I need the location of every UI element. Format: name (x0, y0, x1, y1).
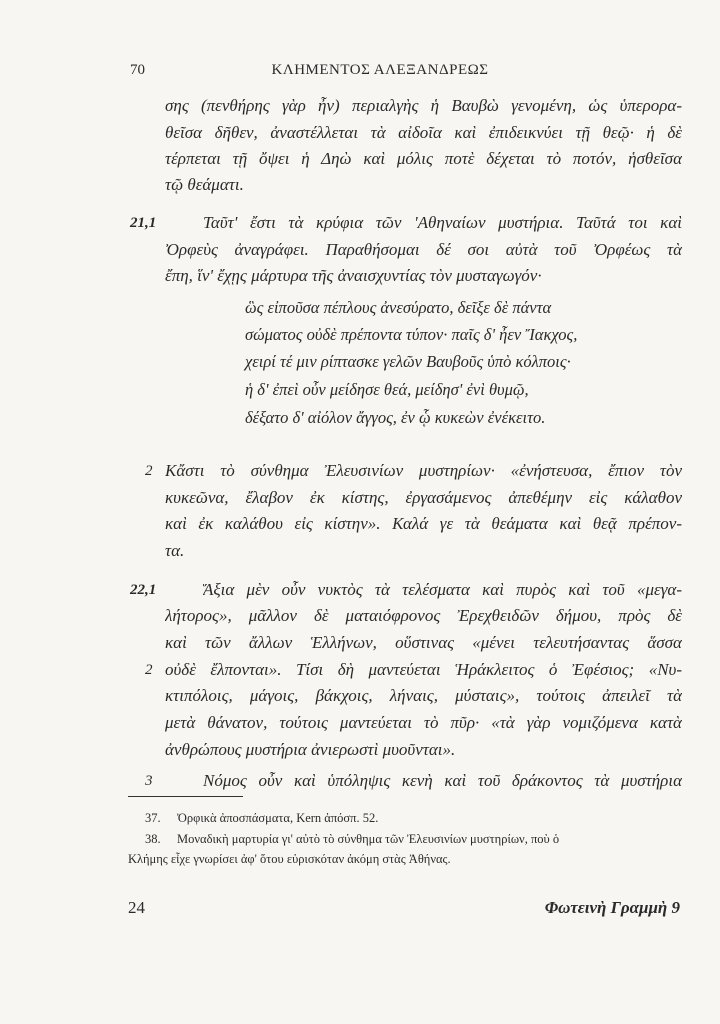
text-line: τῷ θεάματι. (165, 175, 244, 194)
text-line: καὶ ἐκ καλάθου εἰς κίστην». Καλά γε τὰ θεάματα καὶ θεᾷ πρέπον- (165, 514, 682, 533)
text-line: τα. (165, 541, 185, 560)
footnote-text: Κλήμης εἶχε γνωρίσει ἀφ' ὅτου εὑρισκόταν ἀκόμη στὰς Ἀθήνας. (128, 852, 451, 866)
footer-page-number: 24 (128, 898, 145, 917)
text-line: σης (πενθήρης γὰρ ἦν) περιαλγὴς ἡ Βαυβὼ γενομένη, ὡς ὑπερορα- (165, 96, 682, 115)
text-line: καὶ τῶν ἄλλων Ἑλλήνων, οὕστινας «μένει τελευτήσαντας ἅσσα (165, 633, 682, 652)
verse-line: ἡ δ' ἐπεὶ οὖν μείδησε θεά, μείδησ' ἐνὶ θυμῷ, (245, 380, 529, 399)
section-marker: 3 (145, 773, 153, 789)
text-line: ἀνθρώπους μυστήρια ἀνιερωστὶ μυοῦνται». (165, 740, 456, 759)
text-line: Νόμος οὖν καὶ ὑπόληψις κενὴ καὶ τοῦ δράκοντος τὰ μυστήρια (203, 771, 682, 790)
section-marker: 21,1 (130, 215, 157, 231)
footnote-number: 38. (145, 832, 161, 846)
footnote-text: Ὀρφικὰ ἀποσπάσματα, Kern ἀπόσπ. 52. (177, 811, 379, 825)
section-marker: 2 (145, 463, 153, 479)
section-marker: 22,1 (130, 582, 157, 598)
text-line: θεῖσα δῆθεν, ἀναστέλλεται τὰ αἰδοῖα καὶ ἐπιδεικνύει τῇ θεῷ· ἡ δὲ (165, 123, 682, 142)
text-line: κυκεῶνα, ἔλαβον ἐκ κίστης, ἐργασάμενος ἀπεθέμην εἰς κάλαθον (165, 488, 682, 507)
footnote-divider (128, 796, 243, 797)
text-line: μετὰ θάνατον, τούτοις μαντεύεται τὸ πῦρ· «τὰ γὰρ νομιζόμενα κατὰ (165, 713, 682, 732)
text-line: τέρπεται τῇ ὄψει ἡ Δηὼ καὶ μόλις ποτὲ δέχεται τὸ ποτόν, ἡσθεῖσα (165, 149, 682, 168)
verse-line: δέξατο δ' αἰόλον ἄγγος, ἐν ᾧ κυκεὼν ἐνέκειτο. (245, 408, 546, 427)
verse-line: σώματος οὐδὲ πρέποντα τύπον· παῖς δ' ἦεν Ἴακχος, (245, 325, 578, 344)
text-line: Ταῦτ' ἔστι τὰ κρύφια τῶν 'Αθηναίων μυστήρια. Ταῦτά τοι καὶ (203, 213, 682, 232)
text-line: Ὀρφεὺς ἀναγράφει. Παραθήσομαι δέ σοι αὐτὰ τοῦ Ὀρφέως τὰ (165, 240, 682, 259)
text-line: ἔπη, ἵν' ἔχῃς μάρτυρα τῆς ἀναισχυντίας τὸν μυσταγωγόν· (165, 266, 542, 285)
text-line: οὐδὲ ἔλπονται». Τίσι δὴ μαντεύεται Ἡράκλειτος ὁ Ἐφέσιος; «Νυ- (165, 660, 682, 679)
footnote-text: Μοναδικὴ μαρτυρία γι' αὐτὸ τὸ σύνθημα τῶν Ἐλευσινίων μυστηρίων, ποὺ ὁ (177, 832, 560, 846)
page-number: 70 (130, 62, 145, 78)
verse-line: ὣς εἰποῦσα πέπλους ἀνεσύρατο, δεῖξε δὲ πάντα (245, 298, 552, 317)
text-line: Κἄστι τὸ σύνθημα Ἐλευσινίων μυστηρίων· «ἐνήστευσα, ἔπιον τὸν (165, 461, 682, 480)
verse-line: χειρί τέ μιν ρίπτασκε γελῶν Βαυβοῦς ὑπὸ κόλποις· (245, 352, 571, 371)
text-line: Ἄξια μὲν οὖν νυκτὸς τὰ τελέσματα καὶ πυρὸς καὶ τοῦ «μεγα- (203, 580, 682, 599)
section-marker: 2 (145, 662, 153, 678)
text-line: κτιπόλοις, μάγοις, βάκχοις, λήναις, μύσταις», τούτοις ἀπειλεῖ τὰ (165, 686, 682, 705)
text-line: λήτορος», μᾶλλον δὲ ματαιόφρονος Ἐρεχθειδῶν δήμου, πρὸς δὲ (165, 606, 682, 625)
footer-title: Φωτεινὴ Γραμμὴ 9 (544, 898, 680, 917)
running-title: ΚΛΗΜΕΝΤΟΣ ΑΛΕΞΑΝΔΡΕΩΣ (271, 62, 489, 78)
footnote-number: 37. (145, 811, 161, 825)
